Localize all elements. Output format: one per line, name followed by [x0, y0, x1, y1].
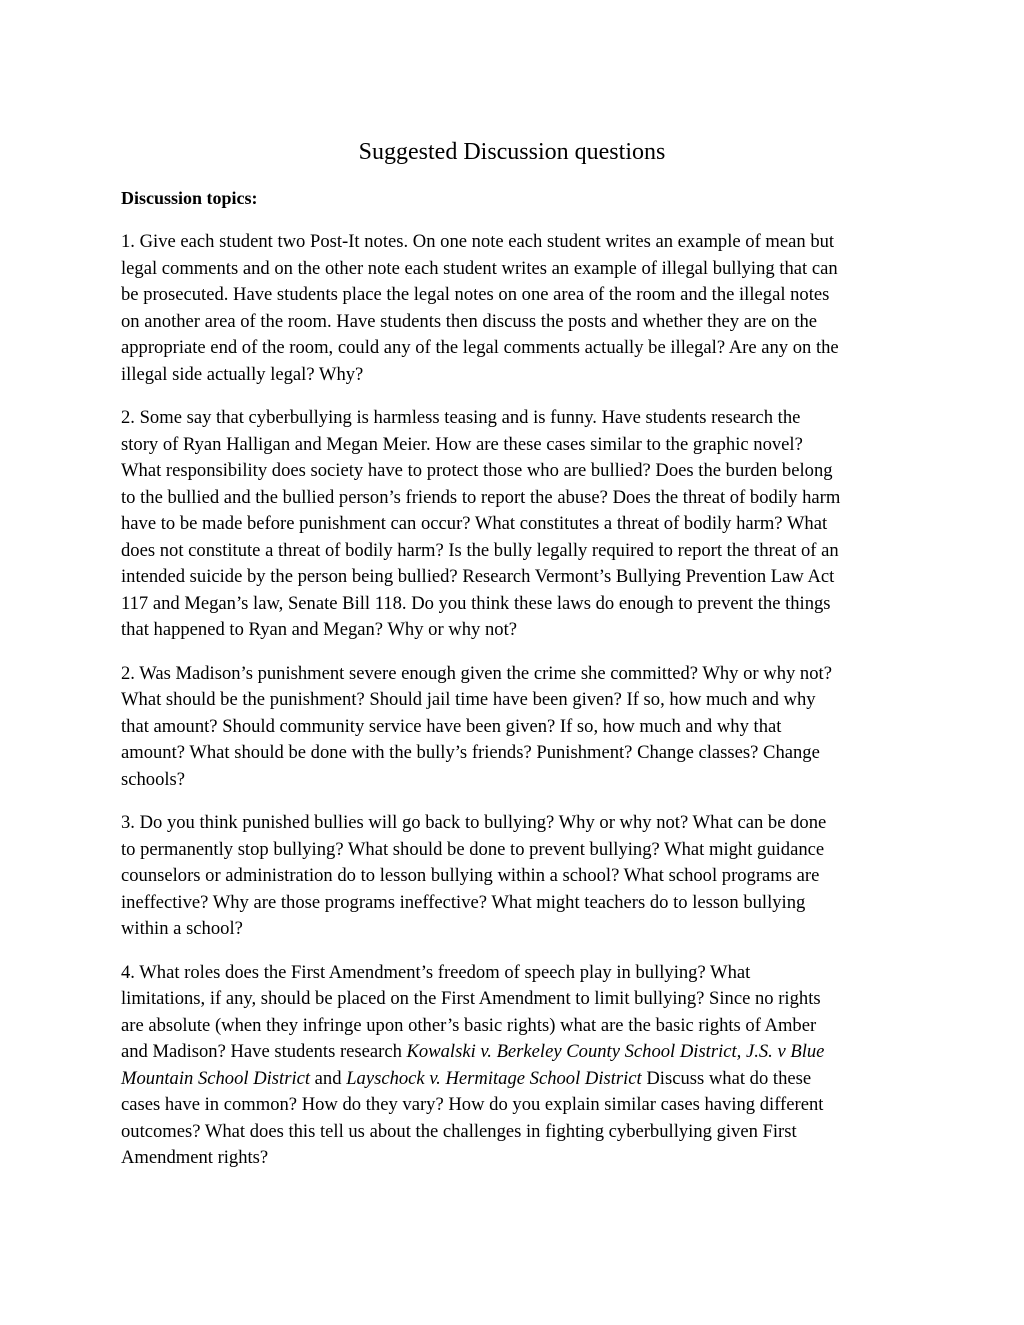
question-line: [121, 617, 906, 644]
question-text: 3. Do you think punished bullies will go back to bullying? Why or why not? What can be done: [121, 812, 827, 833]
question-text: does not constitute a threat of bodily harm? Is the bully legally required to report the threat of an: [121, 539, 839, 561]
question-line: [121, 485, 906, 512]
question-text: have to be made before punishment can occur? What constitutes a threat of bodily harm? What: [121, 513, 828, 534]
question-text: cases have in common? How do they vary? How do you explain similar cases having different: [121, 1094, 824, 1115]
question-line: [121, 229, 906, 256]
question-text: to permanently stop bullying? What should be done to prevent bullying? What might guidance: [121, 838, 825, 860]
question-text: amount? What should be done with the bully’s friends? Punishment? Change classes? Change: [121, 742, 820, 763]
question-text: limitations, if any, should be placed on the First Amendment to limit bullying? Since no rights: [121, 988, 821, 1009]
question-text: counselors or administration do to lesson bullying within a school? What school programs are: [121, 865, 820, 886]
question-line: [121, 1092, 906, 1119]
question-line: [121, 591, 906, 618]
question-text: and Madison? Have students research: [121, 1041, 407, 1062]
question-text: intended suicide by the person being bullied? Research Vermont’s Bullying Prevention Law Act: [121, 566, 835, 587]
question-text: to the bullied and the bullied person’s friends to report the abuse? Does the threat of bodily harm: [121, 486, 841, 508]
question-line: [121, 1039, 906, 1066]
question-line: [121, 687, 906, 714]
question-text: 4. What roles does the First Amendment’s freedom of speech play in bullying? What: [121, 961, 751, 983]
question-text: Amendment rights?: [121, 1147, 269, 1168]
question-text: that happened to Ryan and Megan? Why or why not?: [121, 619, 517, 640]
question-line: [121, 810, 906, 837]
question-line: [121, 1145, 906, 1172]
question-text: Discuss what do these: [641, 1067, 812, 1089]
section-heading: Discussion topics:: [121, 188, 258, 208]
question-line: [121, 890, 906, 917]
question-line: [121, 1119, 906, 1146]
question-line: [121, 986, 906, 1013]
question-line: [121, 714, 906, 741]
case-citation: Kowalski v. Berkeley County School District, J.S. v Blue: [406, 1041, 825, 1062]
question-text: story of Ryan Halligan and Megan Meier. How are these cases similar to the graphic novel?: [121, 433, 803, 455]
case-citation: Layschock v. Hermitage School District: [346, 1067, 642, 1089]
question-line: [121, 538, 906, 565]
question-line: [121, 405, 906, 432]
discussion-question: [121, 960, 906, 1172]
question-list: [121, 229, 906, 1189]
question-line: [121, 1066, 906, 1093]
question-line: [121, 282, 906, 309]
discussion-question: [121, 661, 906, 794]
question-text: be prosecuted. Have students place the legal notes on one area of the room and the illegal notes: [121, 284, 830, 305]
question-text: 2. Was Madison’s punishment severe enough given the crime she committed? Why or why not?: [121, 662, 832, 684]
question-text: illegal side actually legal? Why?: [121, 363, 364, 385]
question-text: schools?: [121, 768, 186, 790]
question-text: that amount? Should community service have been given? If so, how much and why that: [121, 715, 782, 737]
page-title: Suggested Discussion questions: [358, 139, 666, 165]
question-line: [121, 740, 906, 767]
question-line: [121, 564, 906, 591]
question-text: outcomes? What does this tell us about the challenges in fighting cyberbullying given First: [121, 1120, 797, 1142]
case-citation: Mountain School District: [121, 1067, 311, 1089]
question-line: [121, 309, 906, 336]
question-line: [121, 837, 906, 864]
question-line: [121, 511, 906, 538]
question-line: [121, 458, 906, 485]
question-text: 117 and Megan’s law, Senate Bill 118. Do you think these laws do enough to prevent the things: [121, 592, 831, 614]
question-text: What responsibility does society have to protect those who are bullied? Does the burden belong: [121, 460, 833, 481]
discussion-question: [121, 810, 906, 943]
question-line: [121, 362, 906, 389]
question-text: ineffective? Why are those programs ineffective? What might teachers do to lesson bullying: [121, 891, 806, 913]
question-text: appropriate end of the room, could any of the legal comments actually be illegal? Are any on the: [121, 337, 839, 358]
question-text: What should be the punishment? Should jail time have been given? If so, how much and why: [121, 689, 816, 710]
discussion-question: [121, 405, 906, 644]
question-text: 2. Some say that cyberbullying is harmless teasing and is funny. Have students research the: [121, 407, 801, 428]
question-text: legal comments and on the other note each student writes an example of illegal bullying that can: [121, 257, 838, 279]
question-line: [121, 661, 906, 688]
question-text: within a school?: [121, 918, 243, 939]
question-line: [121, 1013, 906, 1040]
question-line: [121, 916, 906, 943]
question-text: on another area of the room. Have students then discuss the posts and whether they are on the: [121, 310, 818, 332]
question-line: [121, 256, 906, 283]
question-text: 1. Give each student two Post-It notes. On one note each student writes an example of mean but: [121, 231, 835, 252]
question-line: [121, 767, 906, 794]
question-line: [121, 335, 906, 362]
question-text: are absolute (when they infringe upon other’s basic rights) what are the basic rights of Amber: [121, 1014, 817, 1036]
question-line: [121, 863, 906, 890]
discussion-question: [121, 229, 906, 388]
question-text: and: [310, 1067, 347, 1089]
question-line: [121, 960, 906, 987]
question-line: [121, 432, 906, 459]
